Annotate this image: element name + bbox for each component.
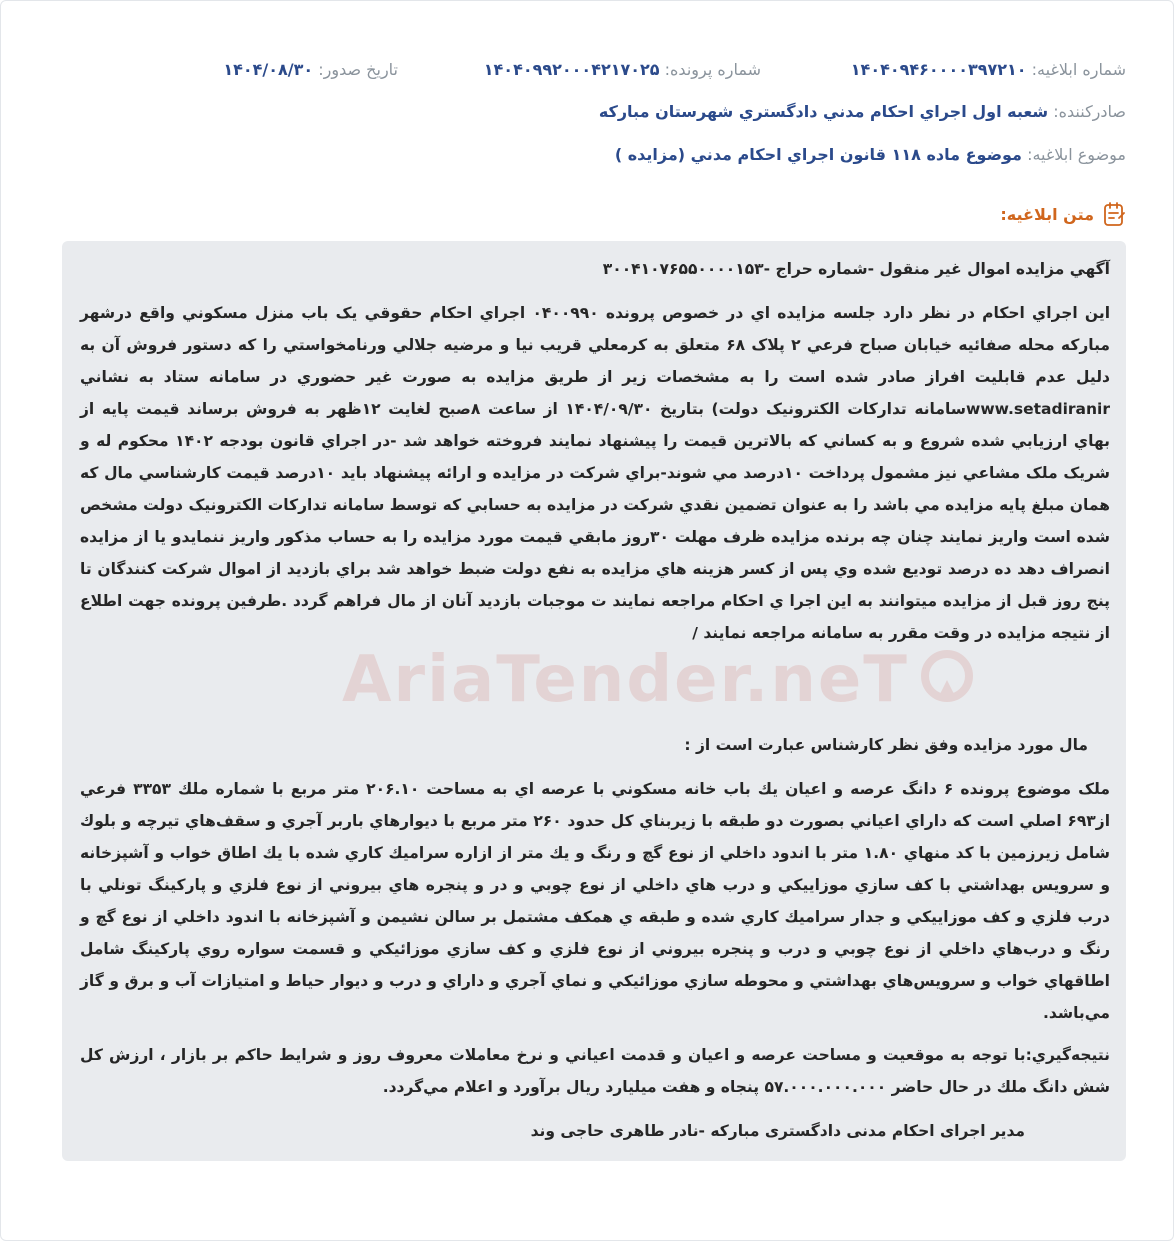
notice-body bbox=[62, 241, 1126, 1161]
case-number-field bbox=[484, 57, 761, 83]
case-number-label: شماره پرونده: bbox=[664, 60, 761, 79]
notice-number-value: ۱۴۰۴۰۹۴۶۰۰۰۰۳۹۷۲۱۰ bbox=[850, 60, 1027, 79]
auction-title: آگهي مزايده اموال غير منقول -شماره حراج -۳۰۰۴۱۰۷۶۵۵۰۰۰۰۱۵۳ bbox=[602, 260, 1110, 278]
subject-field bbox=[48, 142, 1126, 168]
notice-text-title: متن ابلاغيه: bbox=[1000, 204, 1094, 224]
property-description: ملک موضوع پرونده ۶ دانگ عرصه و اعيان يك باب خانه مسكوني با عرصه اي به مساحت ۲۰۶.۱۰ متر مربع با شماره ملك ۳۳۵۳ فرعي از۶۹۳ اصلي است كه داراي اعياني بصورت دو طبقه با زيربناي كل حدود ۲۶۰ متر مربع با ديوارهاي باربر آجري و سقف‌هاي تيرچه و بلوك شامل زيرزمين با كد منهاي ۱.۸۰ متر با اندود داخلي از نوع گچ و رنگ و يك متر از ازاره سراميك كاري شده با يك اطاق خواب و آشپزخانه و سرويس بهداشتي با كف سازي موزاييكي و درب هاي داخلي از نوع چوبي و در و پنجره هاي بيروني از نوع فلزي و پاركينگ تونلي با درب فلزي و كف موزاييكي و جدار سراميك كاري شده و طبقه ي همكف مشتمل بر سالن نشيمن و آشپزخانه با اندود داخلي از نوع گچ و رنگ و درب‌هاي داخلي از نوع چوبي و درب و پنجره بيروني از نوع فلزي و كف سازي موزائيكي و قسمت سواره روي پاركينگ شامل اطاقهاي خواب و سرويس‌هاي بهداشتي و محوطه سازي موزائيكي و نماي آجري و داراي و درب و ديوار حياط و امتيازات آب و برق و گاز مي‌باشد. bbox=[80, 780, 1111, 1022]
subject-value: موضوع ماده ۱۱۸ قانون اجراي احکام مدني (مزايده ) bbox=[614, 145, 1022, 164]
property-subheading: مال مورد مزايده وفق نظر کارشناس عبارت است از : bbox=[684, 736, 1088, 754]
case-number-value: ۱۴۰۴۰۹۹۲۰۰۰۴۲۱۷۰۲۵ bbox=[483, 60, 660, 79]
notice-content bbox=[80, 253, 1110, 1147]
notice-number-label: شماره ابلاغيه: bbox=[1031, 60, 1126, 79]
notice-number-field bbox=[851, 57, 1126, 83]
watermark-text: AriaTender.neT bbox=[342, 643, 909, 717]
valuation-result: نتيجه‌گيري:با توجه به موقعيت و مساحت عرصه و اعيان و قدمت اعياني و نرخ معاملات معروف روز و شرايط حاكم بر بازار ، ارزش كل شش دانگ ملك در حال حاضر ۵۷.۰۰۰.۰۰۰.۰۰۰ پنجاه و هفت ميلیارد ريال برآورد و اعلام مي‌گردد. bbox=[80, 1046, 1110, 1096]
issue-date-value: ۱۴۰۴/۰۸/۳۰ bbox=[223, 60, 314, 79]
header-row-ids bbox=[48, 57, 1126, 83]
issuer-label: صادرکننده: bbox=[1053, 102, 1126, 121]
auction-main-paragraph: اين اجراي احکام در نظر دارد جلسه مزايده اي در خصوص پرونده ۰۴۰۰۹۹۰ اجراي احکام حقوقي يک باب منزل مسکوني واقع درشهر مبارکه محله صفائيه خيابان صباح فرعي ۲ پلاک ۶۸ متعلق به کرمعلي قريب نيا و مرضيه جلالي ورنامخواستي را که دستور فروش آن به دليل عدم قابليت افراز صادر شده است را به مشخصات زير از طريق مزايده به صورت غير حضوري در سامانه ستاد به نشاني www.setadiranirسامانه تدارکات الکترونيک دولت) بتاريخ ۱۴۰۴/۰۹/۳۰ از ساعت ۸صبح لغايت ۱۲ظهر به فروش برساند قيمت پايه از بهاي ارزيابي شده شروع و به کساني که بالاترين قيمت را پيشنهاد نمايند فروخته خواهد شد -در اجراي قانون بودجه ۱۴۰۲ محکوم له و شريک ملک مشاعي نيز مشمول پرداخت ۱۰درصد مي شوند-براي شرکت در مزايده و ارائه پيشنهاد بايد ۱۰درصد قيمت کارشناسي مال که همان مبلغ پايه مزايده مي باشد را به عنوان تضمين نقدي شرکت در مزايده به حسابي که توسط سامانه تدارکات الکترونيک دولت مشخص شده است واريز نمايند چنان چه برنده مزايده ظرف مهلت ۳۰روز مابقي قيمت مورد مزايده را به حساب مذکور واريز ننمايدو يا از مزايده انصراف دهد ده درصد توديع شده وي پس از کسر هزينه هاي مزايده به نفع دولت ضبط خواهد شد براي بازديد از اموال شرکت کنندگان تا پنج روز قبل از مزايده ميتوانند به اين اجرا ي احکام مراجعه نمايند ت موجبات بازديد آنان از مال فراهم گردد .طرفين پرونده جهت اطلاع از نتيجه مزايده در وقت مقرر به سامانه مراجعه نمايند / bbox=[80, 304, 1111, 642]
notepad-icon bbox=[1102, 201, 1126, 227]
subject-label: موضوع ابلاغيه: bbox=[1027, 145, 1126, 164]
notice-text-heading bbox=[1000, 200, 1126, 228]
signature-line: مدير اجرای احکام مدنی دادگستری مبارکه -نادر طاهری حاجی وند bbox=[530, 1122, 1025, 1140]
issue-date-field bbox=[223, 57, 398, 83]
issue-date-label: تاريخ صدور: bbox=[318, 60, 398, 79]
issuer-field bbox=[48, 99, 1126, 125]
issuer-value: شعبه اول اجراي احکام مدني دادگستري شهرستان مبارکه bbox=[598, 102, 1049, 121]
